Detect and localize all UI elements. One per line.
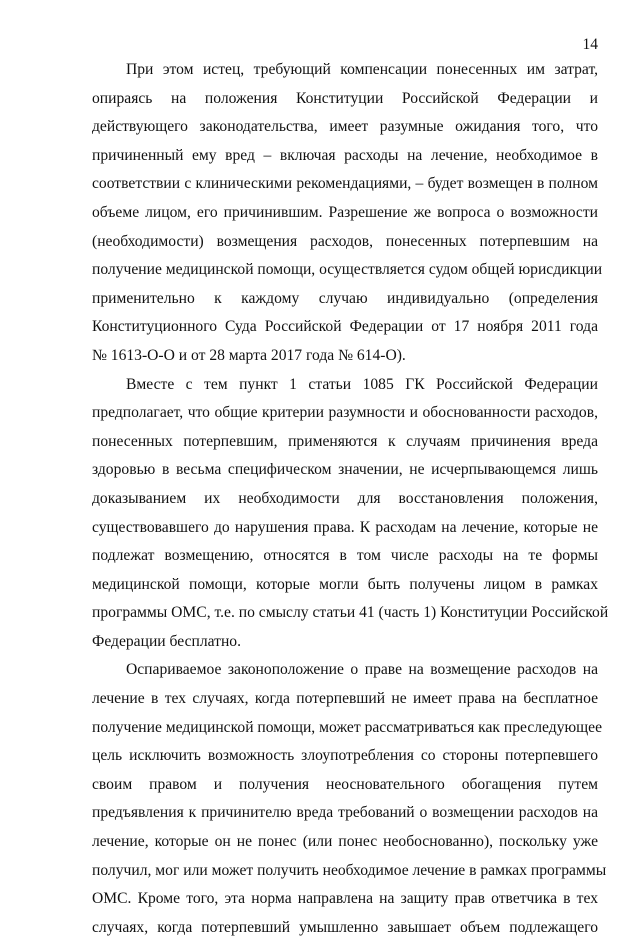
text-line: получение медицинской помощи, осуществляется судом общей юрисдикции [92, 261, 603, 279]
text-line: Оспариваемое законоположение о праве на возмещение расходов на [126, 661, 598, 679]
text-line: Вместе с тем пункт 1 статьи 1085 ГК Российской Федерации [126, 375, 598, 393]
text-line: Федерации бесплатно. [92, 632, 242, 650]
text-line: понесенных потерпевшим, применяются к случаям причинения вреда [92, 432, 598, 450]
paragraph-1 [92, 56, 603, 371]
text-line: подлежат возмещению, относятся в том числе расходы на те формы [92, 547, 598, 565]
text-line: случаях, когда потерпевший умышленно завышает объем подлежащего [92, 918, 598, 936]
text-line: Конституционного Суда Российской Федерации от 17 ноября 2011 года [92, 318, 598, 336]
text-line: (необходимости) возмещения расходов, понесенных потерпевшим на [92, 232, 598, 250]
document-body [92, 56, 609, 942]
text-line: действующего законодательства, имеет разумные ожидания того, что [92, 118, 598, 136]
text-line: цель исключить возможность злоупотребления со стороны потерпевшего [92, 747, 598, 765]
text-line: лечение, которые он не понес (или понес необоснованно), поскольку уже [92, 833, 598, 851]
text-line: опираясь на положения Конституции Российской Федерации и [92, 89, 598, 107]
text-line: предполагает, что общие критерии разумности и обоснованности расходов, [92, 404, 598, 422]
text-line: доказыванием их необходимости для восстановления положения, [92, 489, 598, 507]
page-number: 14 [582, 36, 598, 53]
paragraph-2 [92, 371, 609, 657]
paragraph-3 [92, 656, 607, 942]
text-line: получил, мог или может получить необходимое лечение в рамках программы [92, 861, 607, 879]
text-line: причиненный ему вред – включая расходы на лечение, необходимое в [92, 146, 598, 164]
text-line: здоровью в весьма специфическом значении, не исчерпывающемся лишь [92, 461, 598, 479]
text-line: объеме лицом, его причинившим. Разрешение же вопроса о возможности [92, 203, 598, 221]
text-line: ОМС. Кроме того, эта норма направлена на защиту прав ответчика в тех [92, 890, 598, 908]
text-line: существовавшего до нарушения права. К расходам на лечение, которые не [92, 518, 598, 536]
text-line: № 1613-О-О и от 28 марта 2017 года № 614-О). [92, 346, 406, 364]
text-line: программы ОМС, т.е. по смыслу статьи 41 (часть 1) Конституции Российской [92, 604, 609, 622]
text-line: лечение в тех случаях, когда потерпевший не имеет права на бесплатное [92, 690, 598, 708]
text-line: соответствии с клиническими рекомендациями, – будет возмещен в полном [92, 175, 598, 193]
text-line: получение медицинской помощи, может рассматриваться как преследующее [92, 718, 602, 736]
text-line: своим правом и получения неосновательного обогащения путем [92, 775, 598, 793]
text-line: медицинской помощи, которые могли быть получены лицом в рамках [92, 575, 598, 593]
text-line: предъявления к причинителю вреда требований о возмещении расходов на [92, 804, 598, 822]
text-line: При этом истец, требующий компенсации понесенных им затрат, [126, 61, 598, 78]
text-line: применительно к каждому случаю индивидуально (определения [92, 289, 598, 307]
